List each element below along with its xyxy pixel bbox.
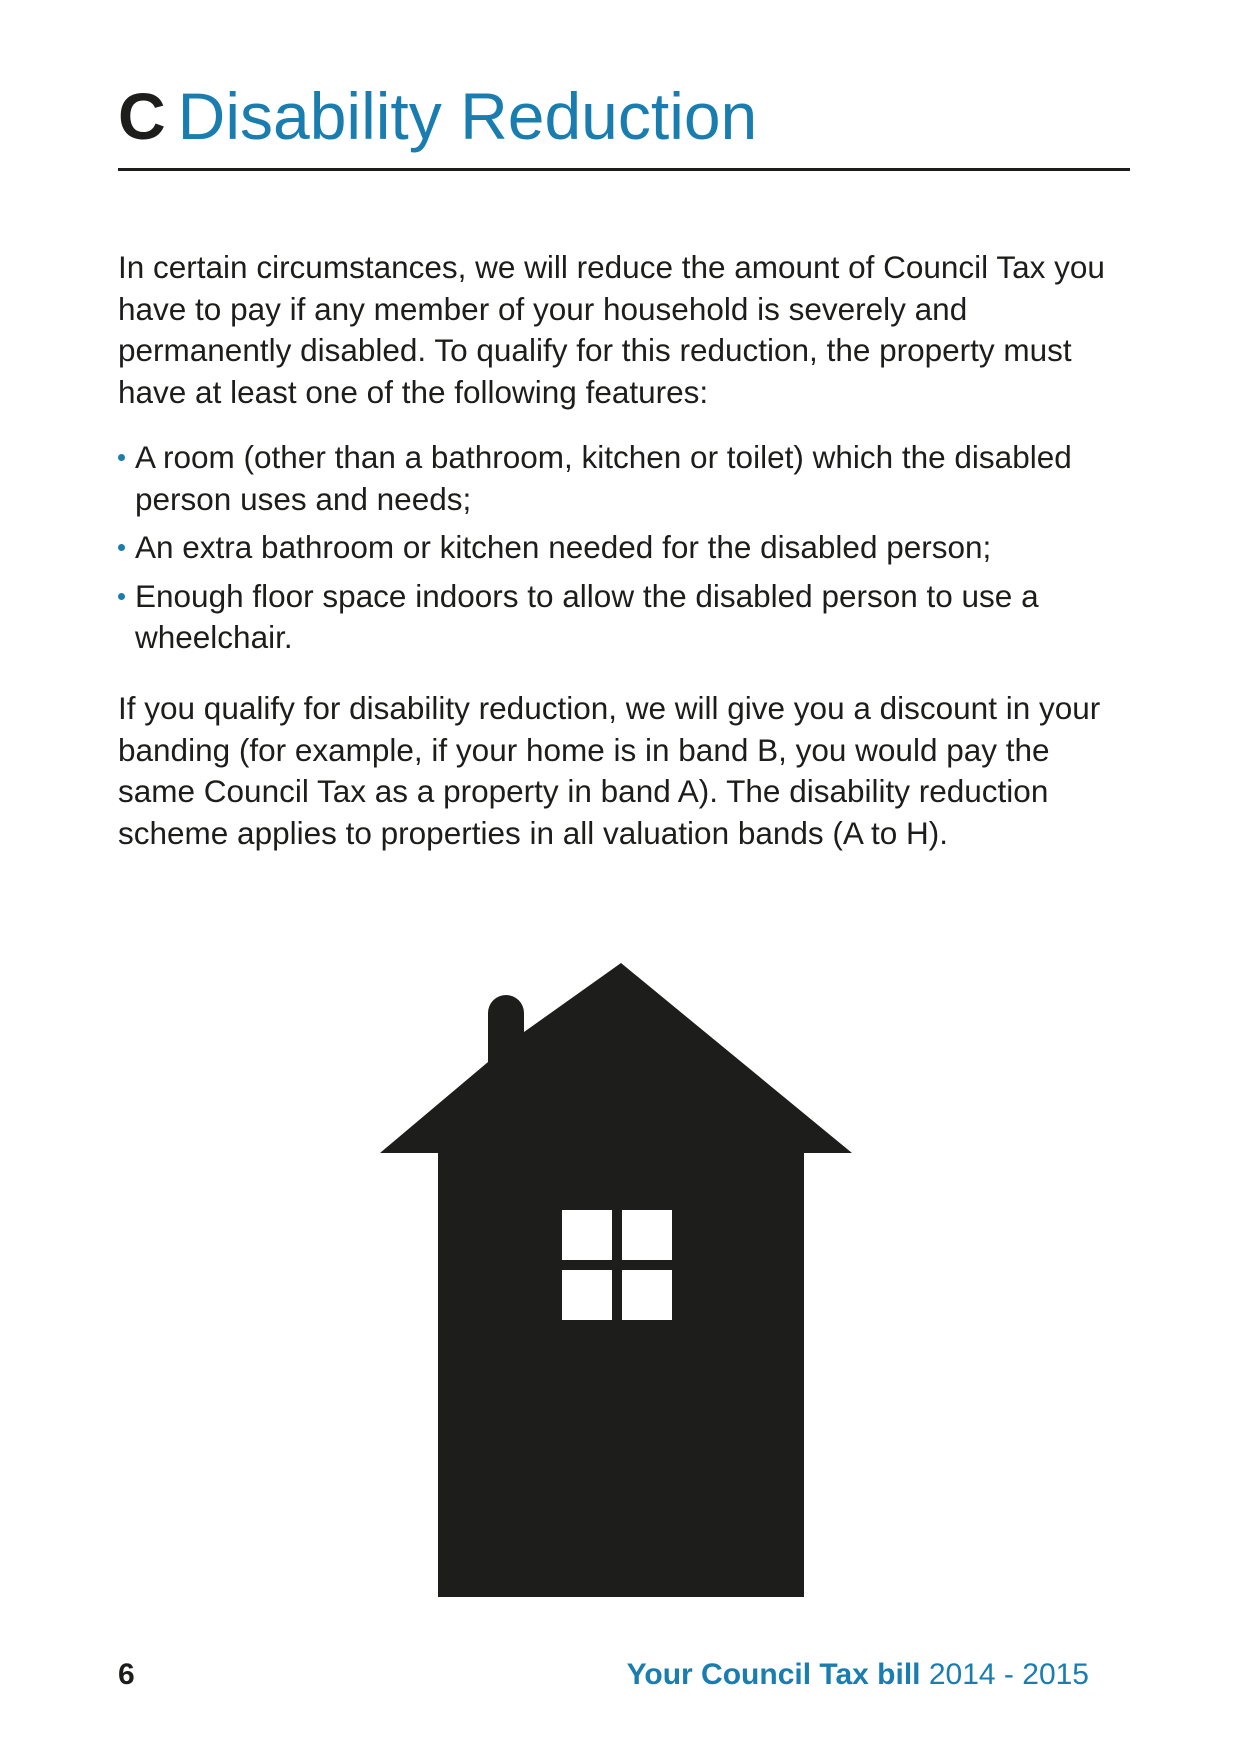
section-letter: C — [118, 79, 166, 153]
title-divider — [118, 168, 1130, 171]
bullet-icon — [118, 544, 125, 551]
page-number: 6 — [118, 1658, 135, 1691]
window-pane — [562, 1210, 612, 1260]
section-title: Disability Reduction — [177, 79, 758, 153]
feature-item — [118, 527, 1133, 569]
footer-title — [627, 1658, 1089, 1692]
feature-text: A room (other than a bathroom, kitchen or toilet) which the disabled person uses and needs; — [135, 439, 1072, 517]
feature-item — [118, 576, 1133, 659]
house-silhouette — [380, 963, 852, 1597]
feature-text: An extra bathroom or kitchen needed for the disabled person; — [135, 529, 992, 565]
publication-years: 2014 - 2015 — [928, 1658, 1089, 1691]
publication-title: Your Council Tax bill — [626, 1658, 921, 1691]
closing-paragraph: If you qualify for disability reduction, we will give you a discount in your banding (for example, if your home is in band B, you would pay the same Council Tax as a property in band A). The disability reduction scheme applies to properties in all valuation bands (A to H). — [118, 690, 1101, 851]
bullet-icon — [118, 454, 125, 461]
window-pane — [622, 1210, 672, 1260]
feature-text: Enough floor space indoors to allow the disabled person to use a wheelchair. — [135, 577, 1039, 655]
bullet-icon — [118, 593, 125, 600]
page-header — [118, 76, 1130, 156]
intro-paragraph: In certain circumstances, we will reduce the amount of Council Tax you have to pay if any member of your household is severely and permanently disabled. To qualify for this reduction, the property must have at least one of the following features: — [118, 249, 1105, 410]
window-pane — [562, 1270, 612, 1320]
feature-list — [118, 437, 1133, 666]
window-pane — [622, 1270, 672, 1320]
page-title — [118, 76, 1130, 156]
house-icon — [380, 963, 862, 1597]
feature-item — [118, 437, 1133, 520]
